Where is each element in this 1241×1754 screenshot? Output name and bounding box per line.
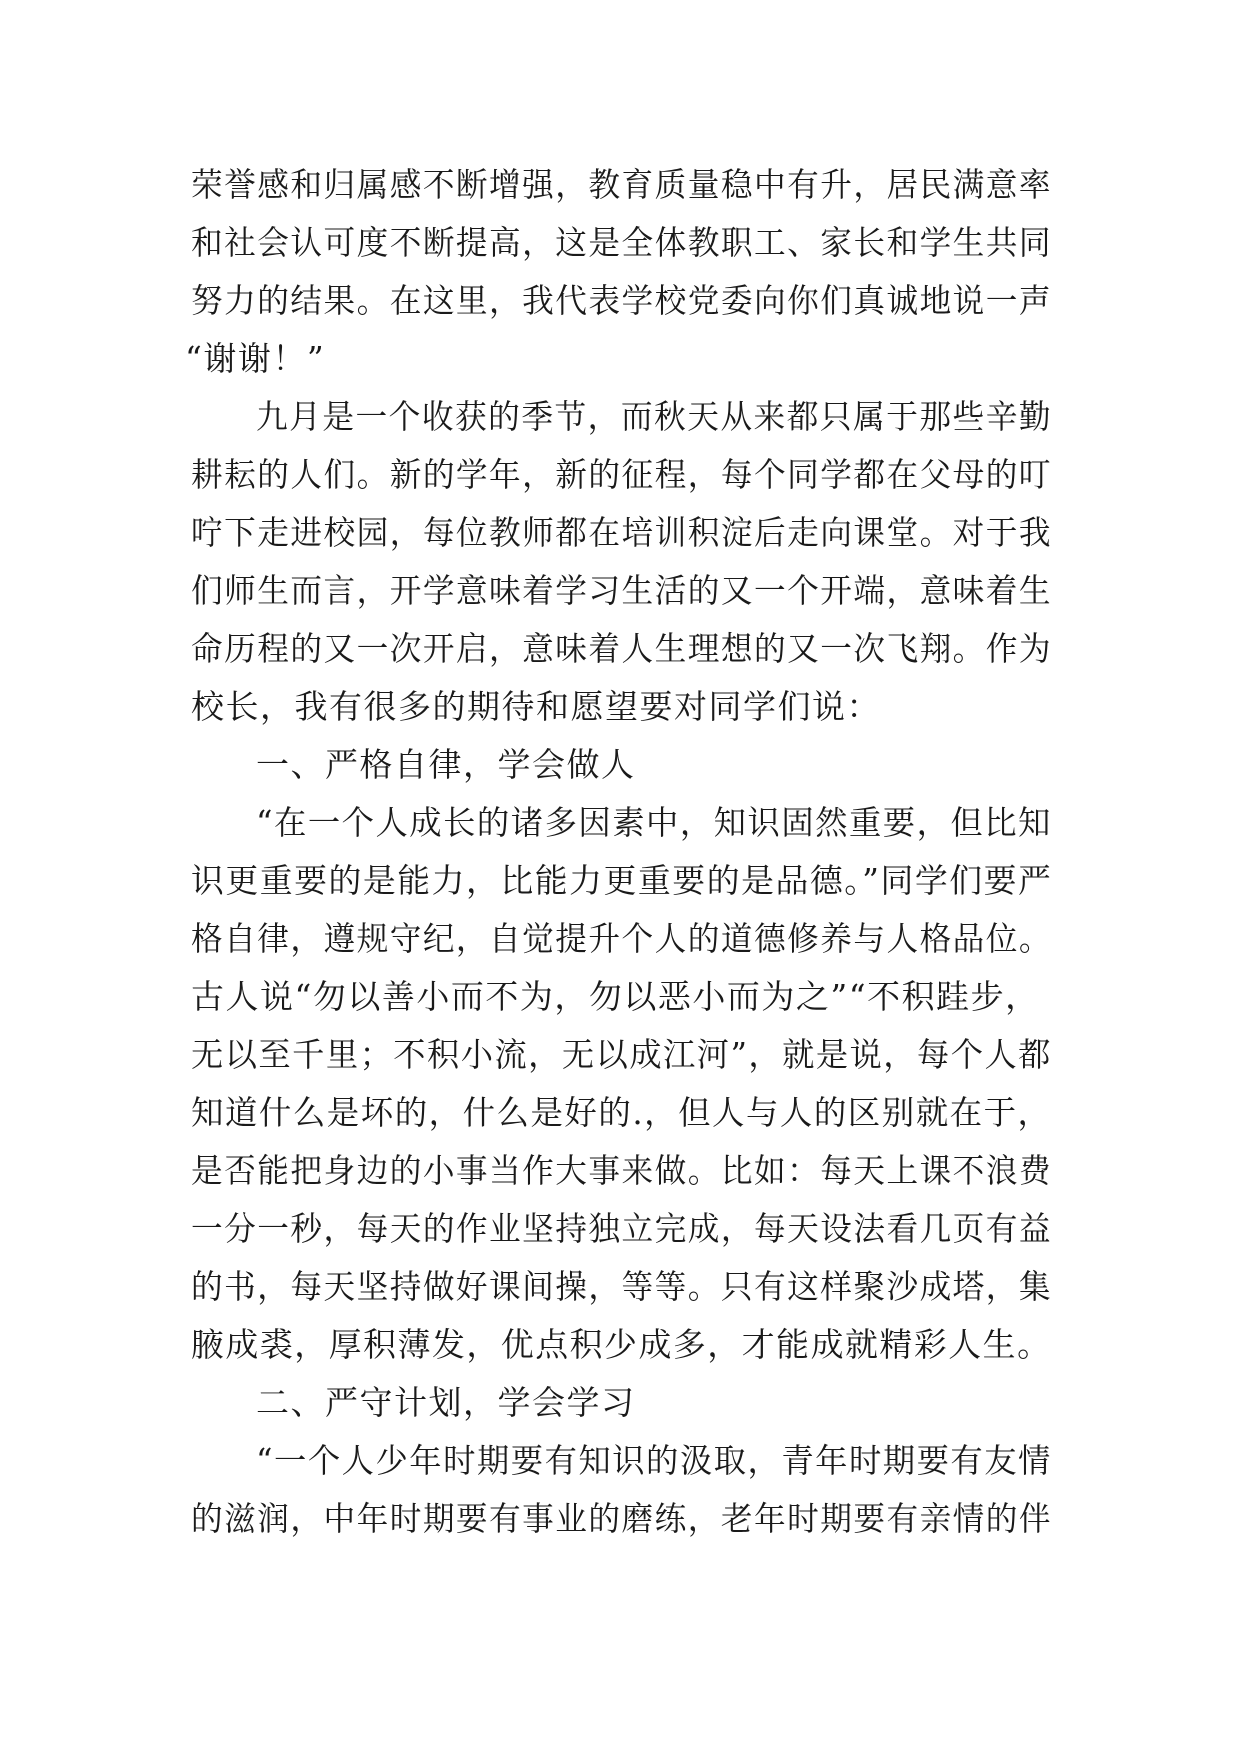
paragraph-first-line: “在一个人成长的诸多因素中，知识固然重要，但比知 [256,803,1052,842]
section-heading: 二、严守计划，学会学习 [256,1383,636,1422]
text-line: 的书，每天坚持做好课间操，等等。只有这样聚沙成塔，集 [191,1267,1053,1306]
text-line: 的滋润，中年时期要有事业的磨练，老年时期要有亲情的伴 [191,1499,1053,1538]
text-line: 一分一秒，每天的作业坚持独立完成，每天设法看几页有益 [191,1209,1053,1248]
text-line: 命历程的又一次开启，意味着人生理想的又一次飞翔。作为 [191,629,1053,668]
text-line: 们师生而言，开学意味着学习生活的又一个开端，意味着生 [191,571,1053,610]
text-line: 耕耘的人们。新的学年，新的征程，每个同学都在父母的叮 [191,455,1053,494]
text-line: 识更重要的是能力，比能力更重要的是品德。”同学们要严 [191,861,1053,900]
text-line: 无以至千里；不积小流，无以成江河”，就是说，每个人都 [191,1035,1052,1074]
text-line: 知道什么是坏的，什么是好的.，但人与人的区别就在于， [191,1093,1052,1132]
text-line: “谢谢！” [185,339,326,378]
text-line: 格自律，遵规守纪，自觉提升个人的道德修养与人格品位。 [191,919,1053,958]
text-line: 努力的结果。在这里，我代表学校党委向你们真诚地说一声 [191,281,1053,320]
text-line: 是否能把身边的小事当作大事来做。比如：每天上课不浪费 [191,1151,1053,1190]
text-line: 校长，我有很多的期待和愿望要对同学们说： [191,687,881,726]
text-line: 咛下走进校园，每位教师都在培训积淀后走向课堂。对于我 [191,513,1053,552]
text-line: 腋成裘，厚积薄发，优点积少成多，才能成就精彩人生。 [191,1325,1052,1364]
text-line: 荣誉感和归属感不断增强，教育质量稳中有升，居民满意率 [191,165,1053,204]
paragraph-first-line: 九月是一个收获的季节，而秋天从来都只属于那些辛勤 [256,397,1053,436]
paragraph-first-line: “一个人少年时期要有知识的汲取，青年时期要有友情 [256,1441,1052,1480]
text-line: 和社会认可度不断提高，这是全体教职工、家长和学生共同 [191,223,1053,262]
section-heading: 一、严格自律，学会做人 [256,745,636,784]
text-line: 古人说“勿以善小而不为，勿以恶小而为之”“不积跬步， [191,977,1040,1016]
